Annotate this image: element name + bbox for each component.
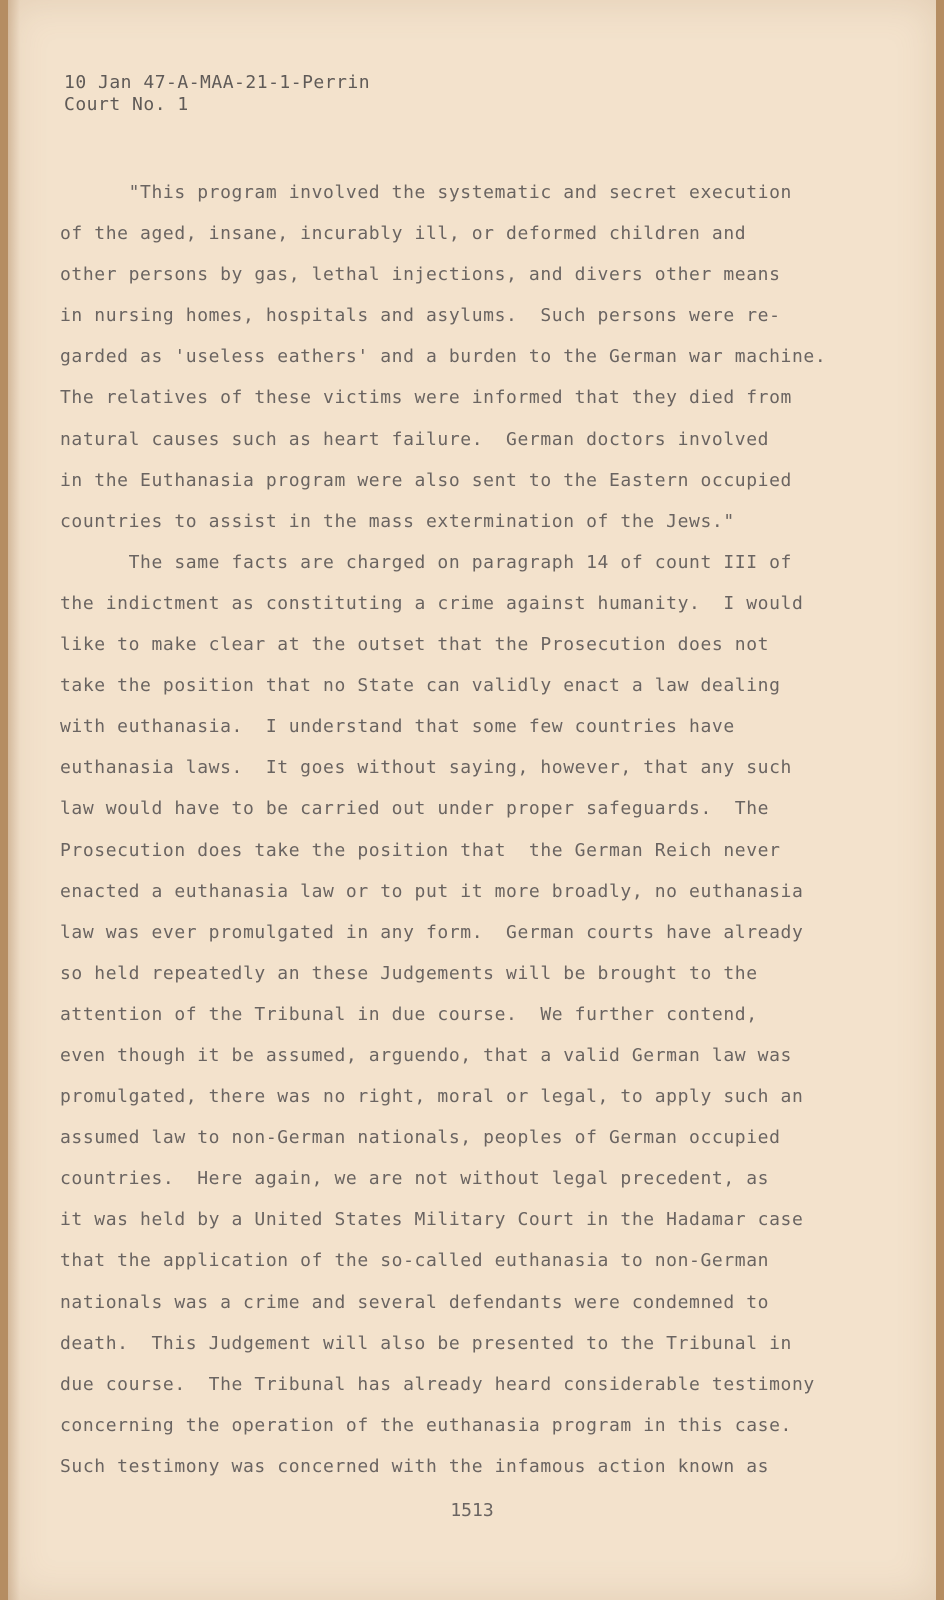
text-line: The relatives of these victims were informed that they died from xyxy=(60,387,792,409)
text-line: take the position that no State can validly enact a law dealing xyxy=(60,675,781,697)
document-page xyxy=(8,0,936,1600)
text-line: enacted a euthanasia law or to put it more broadly, no euthanasia xyxy=(60,880,804,902)
text-line: so held repeatedly an these Judgements will be brought to the xyxy=(60,962,758,984)
text-line: attention of the Tribunal in due course. We further contend, xyxy=(60,1003,758,1025)
page-number: 1513 xyxy=(450,1500,494,1521)
text-line: law would have to be carried out under proper safeguards. The xyxy=(60,798,770,820)
text-line: The same facts are charged on paragraph 14 of count III of xyxy=(60,551,792,573)
text-line: "This program involved the systematic and secret execution xyxy=(60,182,792,203)
text-line: even though it be assumed, arguendo, that a valid German law was xyxy=(60,1044,792,1066)
text-line: promulgated, there was no right, moral or legal, to apply such an xyxy=(60,1086,804,1108)
text-line: Such testimony was concerned with the infamous action known as xyxy=(60,1455,770,1477)
text-line: garded as 'useless eathers' and a burden to the German war machine. xyxy=(60,346,827,368)
text-line: in the Euthanasia program were also sent to the Eastern occupied xyxy=(60,469,792,491)
text-line: countries to assist in the mass extermination of the Jews." xyxy=(60,510,735,532)
text-line: other persons by gas, lethal injections, and divers other means xyxy=(60,264,781,286)
header-reference: 10 Jan 47-A-MAA-21-1-Perrin xyxy=(64,72,371,93)
header-court: Court No. 1 xyxy=(64,94,189,115)
text-line: of the aged, insane, incurably ill, or deformed children and xyxy=(60,223,747,245)
text-line: death. This Judgement will also be presented to the Tribunal in xyxy=(60,1332,792,1354)
text-line: countries. Here again, we are not without legal precedent, as xyxy=(60,1168,770,1190)
text-line: nationals was a crime and several defendants were condemned to xyxy=(60,1291,770,1313)
text-line: the indictment as constituting a crime against humanity. I would xyxy=(60,592,804,614)
text-line: due course. The Tribunal has already heard considerable testimony xyxy=(60,1373,815,1395)
text-line: like to make clear at the outset that the Prosecution does not xyxy=(60,634,770,656)
text-line: law was ever promulgated in any form. German courts have already xyxy=(60,921,804,943)
body-text xyxy=(60,172,900,1487)
text-line: it was held by a United States Military Court in the Hadamar case xyxy=(60,1209,804,1231)
text-line: assumed law to non-German nationals, peoples of German occupied xyxy=(60,1127,781,1149)
document-header xyxy=(64,72,370,116)
text-line: in nursing homes, hospitals and asylums. Such persons were re- xyxy=(60,305,781,327)
text-line: natural causes such as heart failure. German doctors involved xyxy=(60,428,770,450)
text-line: with euthanasia. I understand that some few countries have xyxy=(60,716,735,738)
text-line: concerning the operation of the euthanasia program in this case. xyxy=(60,1414,792,1436)
text-line: that the application of the so-called euthanasia to non-German xyxy=(60,1250,770,1272)
text-line: Prosecution does take the position that the German Reich never xyxy=(60,839,781,861)
text-line: euthanasia laws. It goes without saying, however, that any such xyxy=(60,757,792,779)
